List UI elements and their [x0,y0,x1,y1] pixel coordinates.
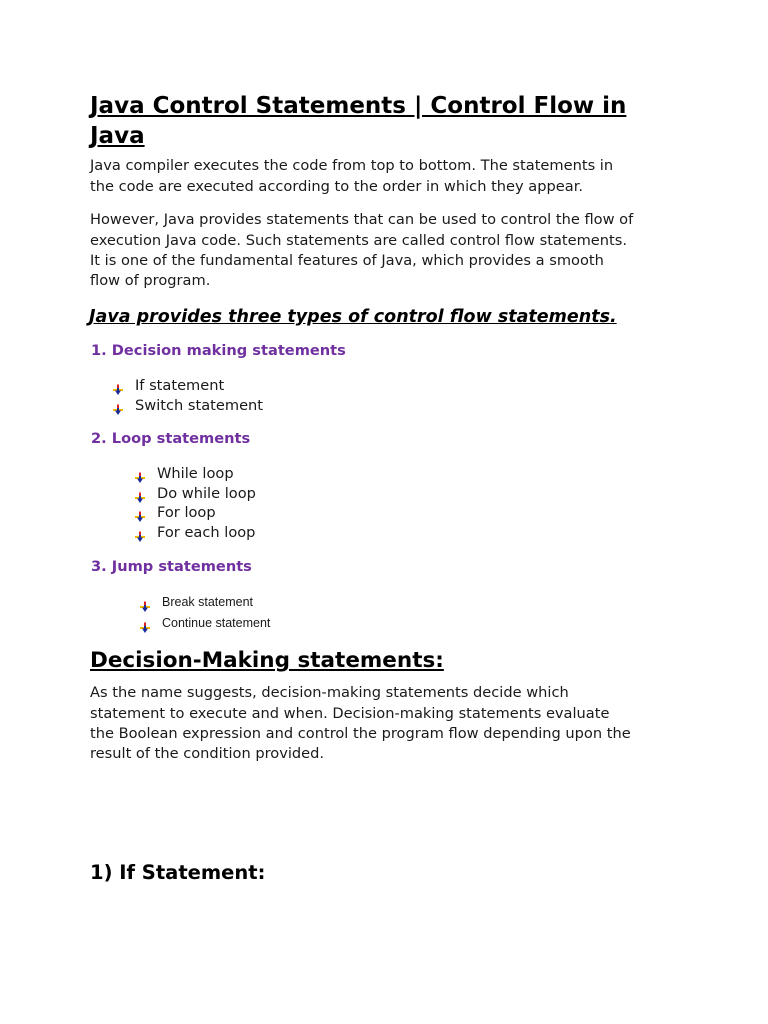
arrow-bullet-icon [134,489,146,501]
arrow-bullet-icon [139,598,151,610]
arrow-bullet-icon [134,528,146,540]
paragraph-line: As the name suggests, decision-making statements decide which [90,684,569,701]
paragraph-line: However, Java provides statements that can be used to control the flow of [90,211,634,228]
list-item: Break statement [162,595,254,609]
arrow-bullet-icon [112,381,124,393]
paragraph-line: the code are executed according to the order in which they appear. [90,177,584,195]
paragraph-line: the Boolean expression and control the program flow depending upon the [90,724,631,742]
paragraph-line: It is one of the fundamental features of Java, which provides a smooth [90,251,604,269]
list-item: Continue statement [162,616,271,630]
paragraph-line: execution Java code. Such statements are called control flow statements. [90,231,627,249]
paragraph-line: Java compiler executes the code from top to bottom. The statements in [90,157,614,174]
arrow-bullet-icon [112,401,124,413]
category-heading-decision: 1. Decision making statements [91,342,346,359]
arrow-bullet-icon [139,619,151,631]
arrow-bullet-icon [134,469,146,481]
list-item: Switch statement [135,397,264,414]
paragraph-line: result of the condition provided. [90,745,325,762]
decision-making-heading: Decision-Making statements: [90,648,444,673]
paragraph-line: statement to execute and when. Decision-making statements evaluate [90,704,610,722]
list-item: For loop [157,504,216,521]
page-title-line-1: Java Control Statements | Control Flow in [90,93,627,119]
category-heading-loop: 2. Loop statements [91,430,251,447]
if-statement-heading: 1) If Statement: [90,861,266,884]
list-item: If statement [135,377,225,394]
category-heading-jump: 3. Jump statements [91,558,252,575]
arrow-bullet-icon [134,508,146,520]
paragraph-line: flow of program. [90,272,211,289]
list-item: While loop [157,465,234,482]
list-item: Do while loop [157,485,256,502]
types-heading: Java provides three types of control flow statements. [89,307,617,327]
page-title-line-2: Java [90,123,145,149]
list-item: For each loop [157,524,256,541]
